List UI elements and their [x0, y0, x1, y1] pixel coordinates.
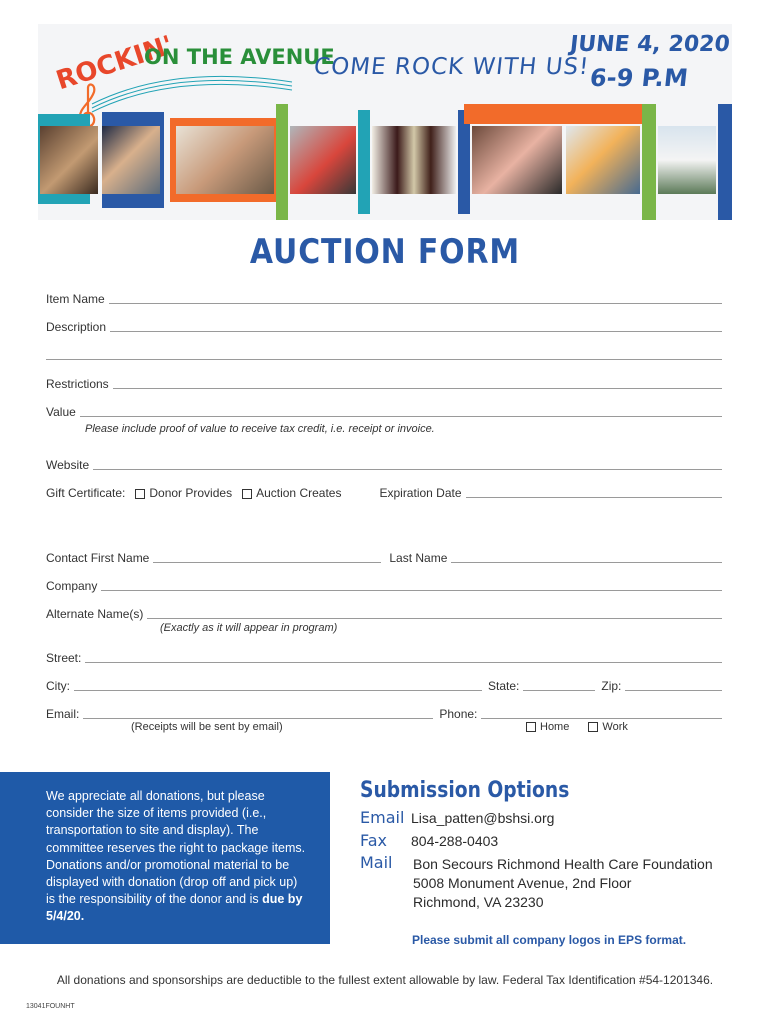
phone-type-options — [526, 721, 628, 733]
mail-address-line3: Richmond, VA 23230 — [413, 894, 544, 910]
logo-format-note: Please submit all company logos in EPS format. — [412, 933, 687, 947]
work-checkbox[interactable] — [588, 722, 598, 732]
alternate-names-row — [46, 603, 722, 621]
alternate-names-note: (Exactly as it will appear in program) — [160, 622, 338, 634]
donation-notice-box — [0, 772, 330, 944]
value-label: Value — [46, 405, 76, 419]
photo-hug — [290, 126, 356, 194]
document-code: 13041FOUNHT — [26, 1003, 75, 1010]
gift-certificate-label: Gift Certificate: — [46, 486, 126, 500]
donation-notice-body: We appreciate all donations, but please consider the size of items provided (i.e., transportation to site and display). The committee reserves the right to package items. Donations and/or promotional material to be displayed with donation (drop off and pick up) is the responsibility of the donor and is — [46, 789, 306, 907]
work-label: Work — [602, 721, 628, 733]
street-row — [46, 647, 722, 665]
website-field[interactable] — [93, 457, 722, 470]
tax-footer: All donations and sponsorships are deductible to the fullest extent allowable by law. Federal Tax Identification #54-1201346. — [56, 973, 714, 987]
company-row — [46, 575, 722, 593]
gift-certificate-row — [46, 482, 722, 500]
email-phone-row — [46, 703, 722, 721]
photo-chef — [40, 126, 98, 194]
donor-provides-label: Donor Provides — [149, 486, 233, 500]
mail-address-line2: 5008 Monument Avenue, 2nd Floor — [413, 875, 632, 891]
home-checkbox[interactable] — [526, 722, 536, 732]
company-field[interactable] — [101, 578, 722, 591]
email-option-label: Email — [360, 808, 405, 827]
contact-name-row — [46, 547, 722, 565]
expiration-date-field[interactable] — [466, 485, 722, 498]
street-field[interactable] — [85, 650, 722, 663]
city-label: City: — [46, 679, 70, 693]
website-label: Website — [46, 458, 90, 472]
photo-wine — [372, 126, 456, 194]
photo-singers — [102, 126, 160, 194]
item-name-row — [46, 288, 722, 306]
value-row — [46, 401, 722, 419]
donation-notice-text — [46, 788, 306, 926]
email-note: (Receipts will be sent by email) — [131, 721, 283, 733]
donation-due-date: due by 5/4/20. — [46, 892, 303, 924]
last-name-field[interactable] — [451, 550, 722, 563]
form-title: AUCTION FORM — [249, 232, 521, 272]
restrictions-label: Restrictions — [46, 377, 109, 391]
contact-first-name-label: Contact First Name — [46, 551, 150, 565]
zip-label: Zip: — [601, 679, 622, 693]
phone-label: Phone: — [439, 707, 478, 721]
phone-field[interactable] — [481, 706, 722, 719]
event-banner — [38, 24, 732, 220]
item-name-label: Item Name — [46, 292, 105, 306]
description-field[interactable] — [110, 319, 722, 332]
logo-rockin: ROCKIN' — [52, 30, 177, 97]
description-field-2[interactable] — [46, 347, 722, 360]
website-row — [46, 454, 722, 472]
city-row — [46, 675, 722, 693]
photo-house — [658, 126, 716, 194]
email-label: Email: — [46, 707, 80, 721]
state-label: State: — [488, 679, 520, 693]
donor-provides-checkbox[interactable] — [135, 489, 145, 499]
photo-strip — [38, 104, 732, 220]
home-label: Home — [540, 721, 570, 733]
value-note: Please include proof of value to receive tax credit, i.e. receipt or invoice. — [85, 423, 435, 435]
city-field[interactable] — [74, 678, 482, 691]
mail-address — [413, 855, 713, 912]
mail-address-line1: Bon Secours Richmond Health Care Foundation — [413, 856, 713, 872]
description-row-2 — [46, 344, 722, 362]
restrictions-row — [46, 373, 722, 391]
auction-creates-checkbox[interactable] — [242, 489, 252, 499]
item-name-field[interactable] — [109, 291, 722, 304]
photo-dancing — [566, 126, 640, 194]
tagline: COME ROCK WITH US! — [312, 54, 591, 80]
state-field[interactable] — [523, 678, 595, 691]
mail-option-label: Mail — [360, 853, 393, 872]
last-name-label: Last Name — [389, 551, 448, 565]
street-label: Street: — [46, 651, 82, 665]
restrictions-field[interactable] — [113, 376, 722, 389]
email-field[interactable] — [83, 706, 433, 719]
event-time: 6-9 P.M — [588, 64, 690, 92]
logo-on-the-avenue: ON THE AVENUE — [144, 45, 335, 69]
zip-field[interactable] — [625, 678, 722, 691]
expiration-date-label: Expiration Date — [379, 486, 462, 500]
photo-guests-toast — [176, 126, 274, 194]
fax-option-value: 804-288-0403 — [411, 833, 499, 849]
fax-option-label: Fax — [360, 831, 388, 850]
email-option-value[interactable]: Lisa_patten@bshsi.org — [411, 810, 555, 826]
alternate-names-field[interactable] — [147, 606, 722, 619]
company-label: Company — [46, 579, 98, 593]
value-field[interactable] — [80, 404, 722, 417]
event-date: JUNE 4, 2020 — [568, 32, 732, 57]
description-row — [46, 316, 722, 334]
photo-women-group — [472, 126, 562, 194]
auction-creates-label: Auction Creates — [256, 486, 342, 500]
submission-options-heading: Submission Options — [360, 778, 570, 803]
alternate-names-label: Alternate Name(s) — [46, 607, 144, 621]
description-label: Description — [46, 320, 107, 334]
contact-first-name-field[interactable] — [153, 550, 381, 563]
